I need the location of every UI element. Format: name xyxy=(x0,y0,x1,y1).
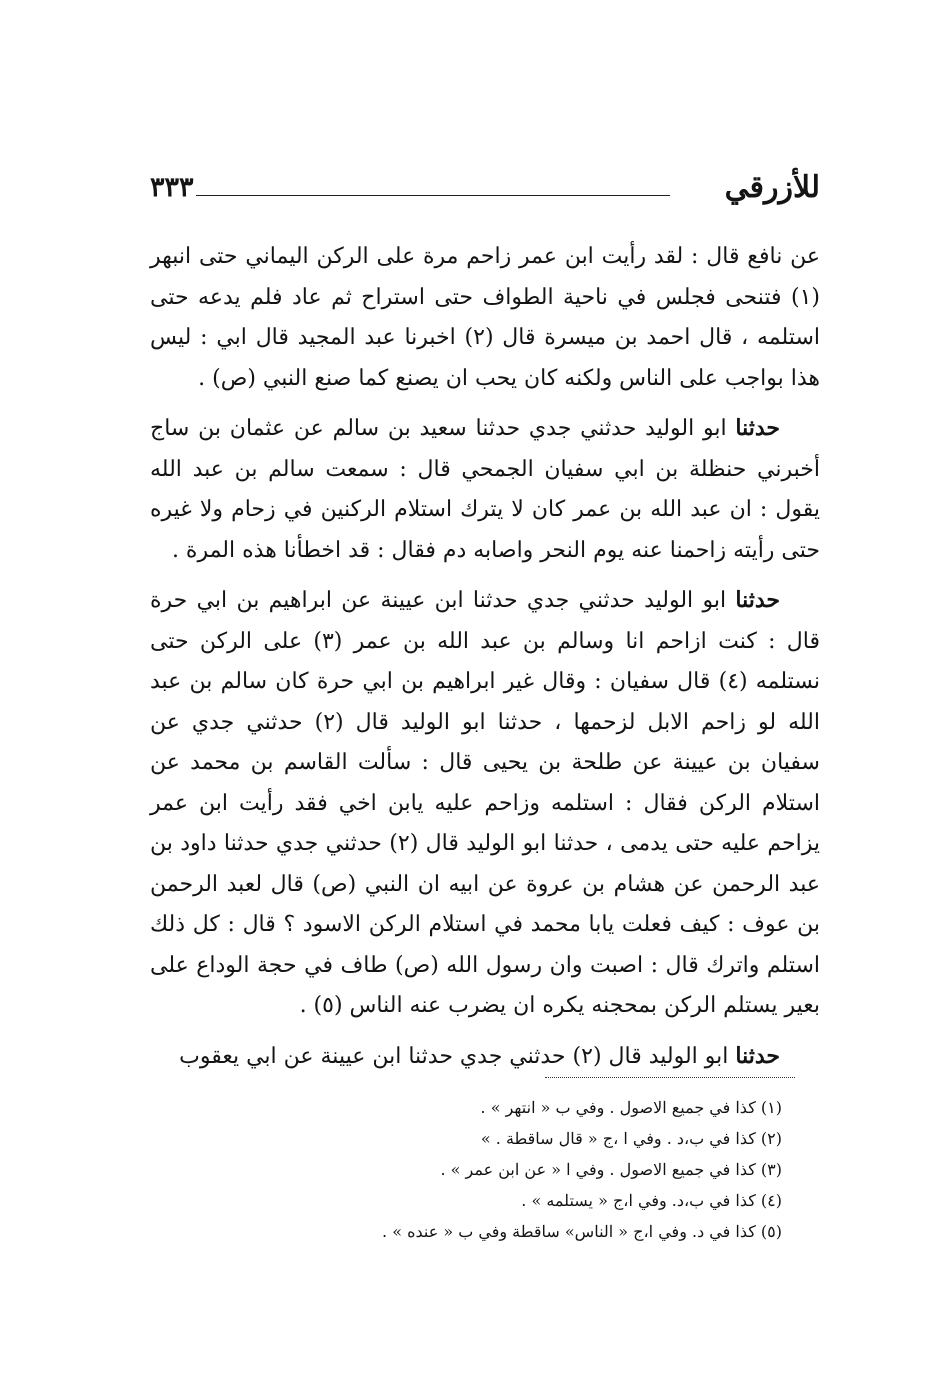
paragraph-lead: حدثنا xyxy=(735,415,780,441)
main-text xyxy=(150,236,820,1086)
running-title: للأزرقي xyxy=(724,170,820,205)
paragraph-lead: حدثنا xyxy=(735,1042,780,1069)
page-header xyxy=(150,168,820,218)
footnote-3: (٣) كذا في جميع الاصول . وفي ا « عن ابن عمر » . xyxy=(440,1160,782,1179)
footnote-5: (٥) كذا في د. وفي ا،ج « الناس» ساقطة وفي ب « عنده » . xyxy=(382,1222,782,1241)
paragraph-4 xyxy=(150,1036,820,1078)
page-number: ٣٣٣ xyxy=(150,172,194,203)
paragraph-text: ابو الوليد قال (٢) حدثني جدي حدثنا ابن عيينة عن ابي يعقوب xyxy=(179,1043,736,1069)
paragraph-lead: حدثنا xyxy=(735,587,780,613)
paragraph-text: ابو الوليد حدثني جدي حدثنا ابن عيينة عن ابراهيم بن ابي حرة قال : كنت ازاحم انا وسالم بن عبد الله بن عمر (٣) على الركن حتى نستلمه (٤) قال سفيان : وقال غير ابراهيم بن ابي حرة كان سالم بن عبد الله لو زاحم الابل لزحمها ، حدثنا ابو الوليد قال (٢) حدثني جدي عن سفيان بن عيينة عن طلحة بن يحيى قال : سألت القاسم بن محمد عن استلام الركن فقال : استلمه وزاحم عليه يابن اخي فقد رأيت ابن عمر يزاحم عليه حتى يدمى ، حدثنا ابو الوليد قال (٢) حدثني جدي حدثنا داود بن عبد الرحمن عن هشام بن عروة عن ابيه ان النبي (ص) قال لعبد الرحمن بن عوف : كيف فعلت يابا محمد في استلام الركن الاسود ؟ قال : كل ذلك استلم واترك قال : اصبت وان رسول الله (ص) طاف في حجة الوداع على بعير يستلم الركن بمحجنه يكره ان يضرب عنه الناس (٥) . xyxy=(150,588,821,1018)
book-page xyxy=(150,168,820,1268)
header-rule xyxy=(196,195,670,196)
footnote-separator xyxy=(545,1077,795,1078)
footnote-1: (١) كذا في جميع الاصول . وفي ب « انتهر » . xyxy=(480,1098,782,1117)
footnote-2: (٢) كذا في ب،د . وفي ا ،ج « قال ساقطة . » xyxy=(480,1129,782,1148)
paragraph-2 xyxy=(150,408,820,571)
footnotes xyxy=(150,1092,782,1247)
paragraph-text: ابو الوليد حدثني جدي حدثنا سعيد بن سالم عن عثمان بن ساج أخبرني حنظلة بن ابي سفيان الجمحي قال : سمعت سالم بن عبد الله يقول : ان عبد الله بن عمر كان لا يترك استلام الركنين في زحام ولا غيره حتى رأيته زاحمنا عنه يوم النحر واصابه دم فقال : قد اخطأنا هذه المرة . xyxy=(150,416,820,563)
footnote-4: (٤) كذا في ب،د. وفي ا،ج « يستلمه » . xyxy=(521,1191,782,1210)
paragraph-1 xyxy=(150,236,820,399)
paragraph-3 xyxy=(150,580,820,1027)
paragraph-text: عن نافع قال : لقد رأيت ابن عمر زاحم مرة على الركن اليماني حتى انبهر (١) فتنحى فجلس في ناحية الطواف حتى استراح ثم عاد فلم يدعه حتى استلمه ، قال احمد بن ميسرة قال (٢) اخبرنا عبد المجيد قال ابي : ليس هذا بواجب على الناس ولكنه كان يحب ان يصنع كما صنع النبي (ص) . xyxy=(150,244,820,391)
